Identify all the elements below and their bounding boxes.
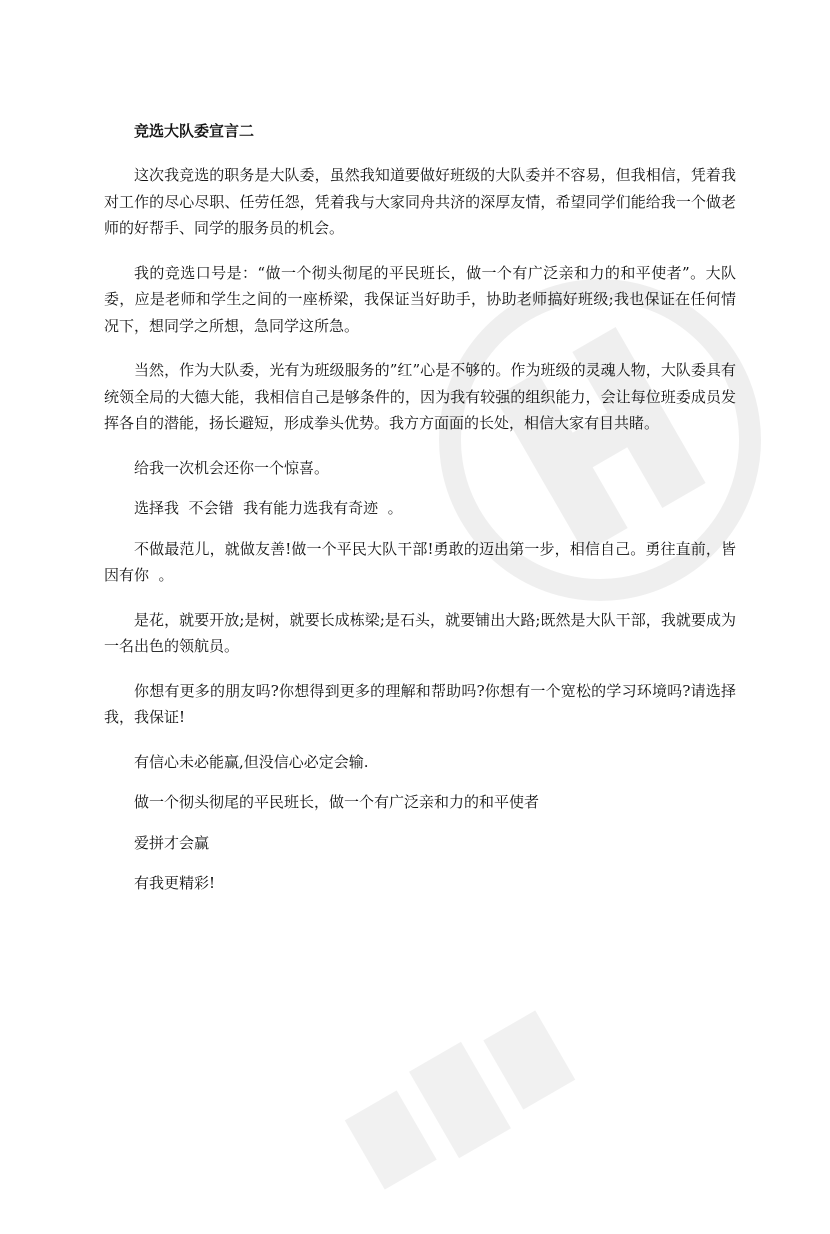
paragraph-11: 爱拼才会赢: [134, 833, 210, 852]
watermark-footer-icon: [307, 966, 612, 1234]
paragraph-1: 这次我竞选的职务是大队委，虽然我知道要做好班级的大队委并不容易，但我相信，凭着我对工作的尽心尽职、任劳任怨，凭着我与大家同舟共济的深厚友情，希望同学们能给我一个做老师的好帮手、同学的服务员的机会。: [104, 166, 736, 237]
document-body: [104, 118, 736, 911]
paragraph-3: 当然，作为大队委，光有为班级服务的”红”心是不够的。作为班级的灵魂人物，大队委具有统领全局的大德大能，我相信自己是够条件的，因为我有较强的组织能力，会让每位班委成员发挥各自的潜能，扬长避短，形成拳头优势。我方方面面的长处，相信大家有目共睹。: [104, 361, 736, 432]
paragraph-4: 给我一次机会还你一个惊喜。: [134, 458, 330, 477]
paragraph-8: 你想有更多的朋友吗?你想得到更多的理解和帮助吗?你想有一个宽松的学习环境吗?请选择我，我保证!: [104, 681, 736, 726]
paragraph-10: 做一个彻头彻尾的平民班长，做一个有广泛亲和力的和平使者: [134, 793, 540, 811]
document-title: 竞选大队委宣言二: [134, 122, 255, 140]
paragraph-5: 选择我 不会错 我有能力选我有奇迹 。: [134, 499, 403, 517]
paragraph-2: 我的竞选口号是：“做一个彻头彻尾的平民班长，做一个有广泛亲和力的和平使者”。大队委，应是老师和学生之间的一座桥梁，我保证当好助手，协助老师搞好班级;我也保证在任何情况下，想同学之所想，急同学这所急。: [104, 263, 736, 335]
paragraph-12: 有我更精彩!: [134, 874, 216, 892]
paragraph-9: 有信心未必能赢,但没信心必定会输.: [134, 752, 369, 771]
paragraph-7: 是花，就要开放;是树，就要长成栋梁;是石头，就要铺出大路;既然是大队干部，我就要成为一名出色的领航员。: [104, 610, 736, 655]
paragraph-6: 不做最范儿，就做友善!做一个平民大队干部!勇敢的迈出第一步，相信自己。勇往直前，皆因有你 。: [104, 539, 736, 584]
